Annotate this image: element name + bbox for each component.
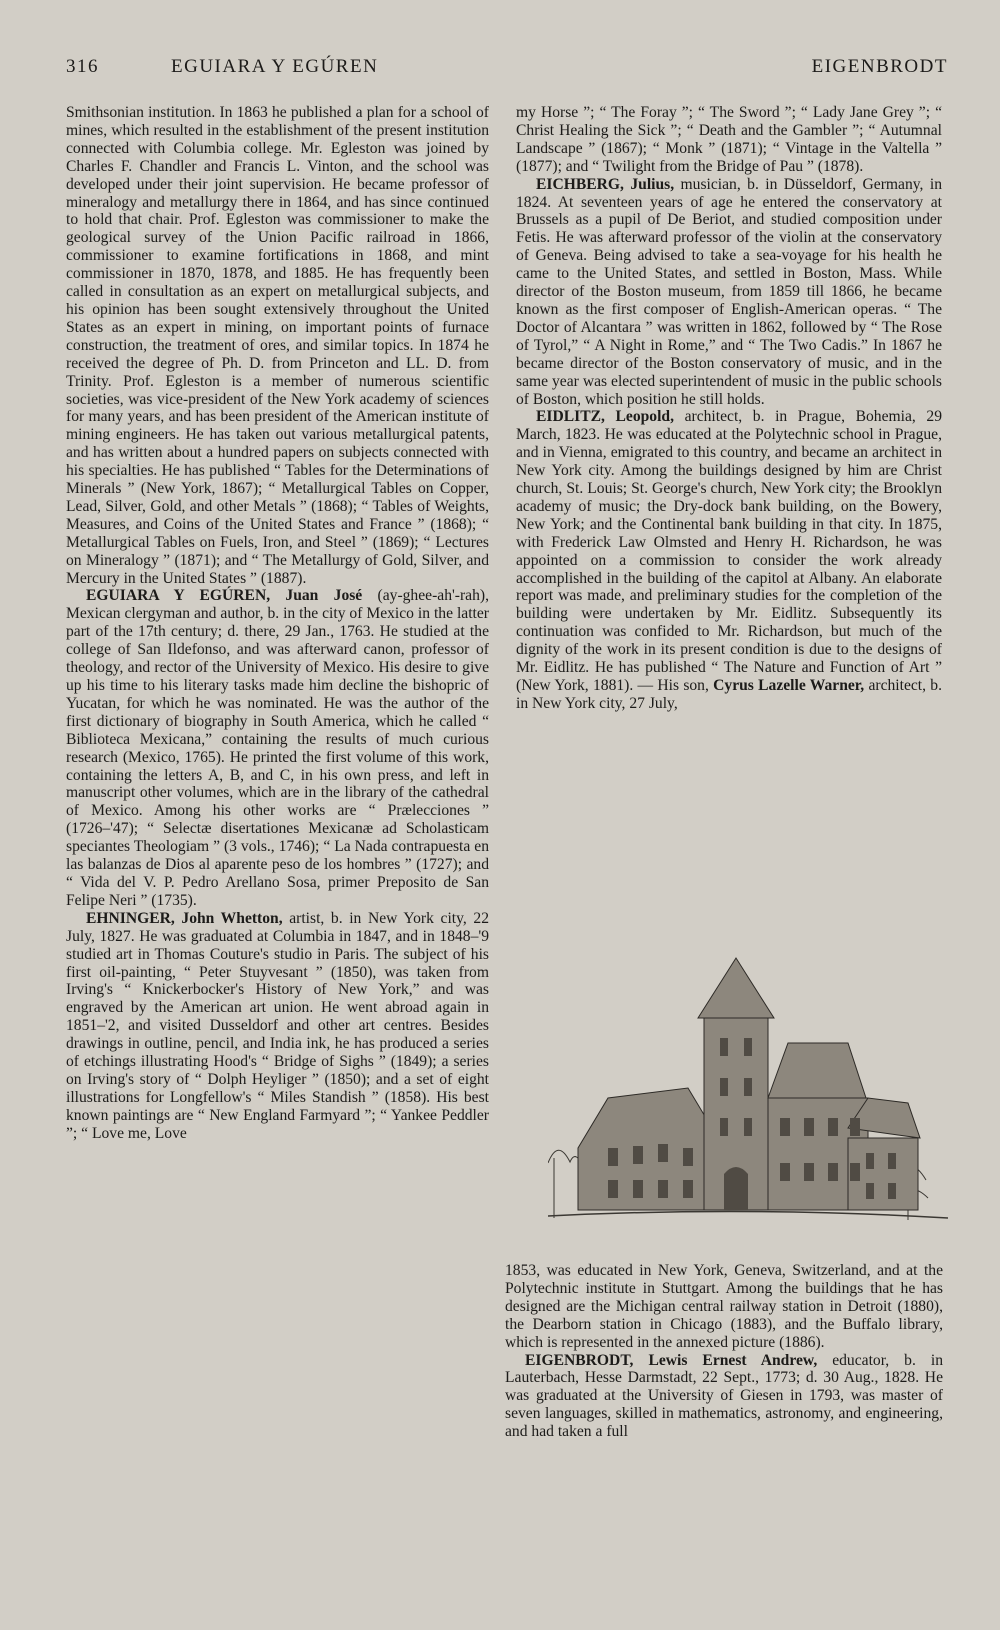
running-header: [66, 56, 948, 82]
entry-text: educator, b. in Lauterbach, Hesse Darmstadt, 22 Sept., 1773; d. 30 Aug., 1828. He was graduated at the University of Giesen in 1793, was master of seven languages, skilled in mathematics, astronomy, and engineering, and had taken a full: [505, 1351, 943, 1441]
entry-subname: Cyrus Lazelle Warner,: [713, 677, 865, 694]
right-column-bottom: [505, 1262, 943, 1441]
entry-name: EIDLITZ, Leopold,: [536, 408, 674, 426]
entry-egleston-cont: Smithsonian institution. In 1863 he published a plan for a school of mines, which resulted in the establishment of the present institution connected with Columbia college. Mr. Egleston was joined by Charles F. Chandler and Francis L. Vinton, and the school was developed under their joint supervision. He became professor of mineralogy and metallurgy there in 1864, and has since continued to hold that chair. Prof. Egleston was commissioner to make the geological survey of the Union Pacific railroad in 1866, commissioner to examine fortifications in 1868, and mint commissioner in 1870, 1878, and 1885. He has frequently been called in consultation as an expert on metallurgical subjects, and his opinion has been sought extensively throughout the United States as an expert in mining, on important points of furnace construction, the treatment of ores, and similar topics. In 1874 he received the degree of Ph. D. from Princeton and LL. D. from Trinity. Prof. Egleston is a member of numerous scientific societies, was vice-president of the New York academy of sciences for many years, and has been president of the American institute of mining engineers. He has taken out various metallurgical patents, and has written about a hundred papers on subjects connected with his specialties. He has published “ Tables for the Determinations of Minerals ” (New York, 1867); “ Metallurgical Tables on Copper, Lead, Silver, Gold, and other Metals ” (1868); “ Tables of Weights, Measures, and Coins of the United States and France ” (1868); “ Metallurgical Tables on Fuels, Iron, and Steel ” (1869); “ Lectures on Mineralogy ” (1871); and “ The Metallurgy of Gold, Silver, and Mercury in the United States ” (1887).: [66, 104, 489, 587]
entry-text: artist, b. in New York city, 22 July, 1827. He was graduated at Columbia in 1847, and in 1848–'9 studied art in Thomas Couture's studio in Paris. The subject of his first oil-painting, “ Peter Stuyvesant ” (1850), was taken from Irving's “ Knickerbocker's History of New York,” and was engraved by the American art union. He went abroad again in 1851–'2, and visited Dusseldorf and other art centres. Besides drawings in outline, pencil, and India ink, he has produced a series of etchings illustrating Hood's “ Bridge of Sighs ” (1849); a series on Irving's story of “ Dolph Heyliger ” (1850); and a set of eight illustrations for Longfellow's “ Miles Standish ” (1858). His best known paintings are “ New England Farmyard ”; “ Yankee Peddler ”; “ Love me, Love: [66, 909, 489, 1142]
entry-name: EGUIARA Y EGÚREN, Juan José: [86, 587, 363, 605]
entry-text: architect, b. in New York city, 27 July,: [516, 677, 943, 712]
entry-name: EICHBERG, Julius,: [536, 175, 675, 193]
left-column: [66, 104, 489, 1143]
building-engraving-icon: [548, 948, 948, 1248]
entry-name: EIGENBRODT, Lewis Ernest Andrew,: [525, 1351, 818, 1369]
page-number: 316: [66, 56, 99, 77]
header-left-title: EGUIARA Y EGÚREN: [171, 56, 379, 77]
entry-text: (ay-ghee-ah'-rah), Mexican clergyman and author, b. in the city of Mexico in the latter part of the 17th century; d. there, 29 Jan., 1763. He studied at the college of San Ildefonso, and was afterward canon, professor of theology, and rector of the University of Mexico. His desire to give up his time to his literary tasks made him decline the bishopric of Yucatan, for which he was nominated. He was the author of the first dictionary of biography in South America, which he called “ Biblioteca Mexicana,” containing the results of much curious research (Mexico, 1765). He printed the first volume of this work, containing the letters A, B, and C, in his own press, and left in manuscript other volumes, which are in the library of the cathedral of Mexico. Among his other works are “ Prælecciones ” (1726–'47); “ Selectæ disertationes Mexicanæ ad Scholasticam speciantes Theologiam ” (3 vols., 1746); “ La Nada contrapuesta en las balanzas de Dios al aparente peso de los hombres ” (1727); and “ Vida del V. P. Pedro Arellano Sosa, primer Preposito de San Felipe Neri ” (1735).: [66, 587, 489, 909]
header-right-title: EIGENBRODT: [811, 56, 948, 77]
entry-eidlitz-cyrus-cont: 1853, was educated in New York, Geneva, Switzerland, and at the Polytechnic institute in Stuttgart. Among the buildings that he has designed are the Michigan central railway station in Detroit (1880), the Dearborn station in Chicago (1883), and the Buffalo library, which is represented in the annexed picture (1886).: [505, 1262, 943, 1351]
entry-eidlitz: [516, 408, 942, 712]
entry-ehninger: [66, 910, 489, 1143]
entry-ehninger-cont: my Horse ”; “ The Foray ”; “ The Sword ”; “ Lady Jane Grey ”; “ Christ Healing the Sick ”; “ Death and the Gambler ”; “ Autumnal Landscape ” (1867); “ Monk ” (1871); “ Vintage in the Valtella ” (1877); and “ Twilight from the Bridge of Pau ” (1878).: [516, 104, 942, 175]
entry-name: EHNINGER, John Whetton,: [86, 909, 283, 927]
right-column-top: [516, 104, 942, 713]
entry-text: musician, b. in Düsseldorf, Germany, in 1824. At seventeen years of age he entered the conservatory at Brussels as a pupil of De Beriot, and studied composition under Fetis. He was afterward professor of the violin at the conservatory of Geneva. Being advised to take a sea-voyage for his health he came to the United States, and settled in Boston, Mass. While director of the Boston museum, from 1859 till 1866, he became known as the first composer of English-American operas. “ The Doctor of Alcantara ” was written in 1862, followed by “ The Rose of Tyrol,” “ A Night in Rome,” and “ The Two Cadis.” In 1867 he became director of the Boston conservatory of music, and in the same year was elected superintendent of music in the public schools of Boston, which position he still holds.: [516, 175, 942, 408]
entry-eigenbrodt: [505, 1352, 943, 1442]
entry-text: architect, b. in Prague, Bohemia, 29 March, 1823. He was educated at the Polytechnic school in Prague, and in Vienna, emigrated to this country, and became an architect in New York city. Among the buildings designed by him are Christ church, St. Louis; St. George's church, New York city; the Brooklyn academy of music; the Dry-dock bank building, on the Bowery, New York; and the Continental bank building in that city. In 1875, with Frederick Law Olmsted and Henry H. Richardson, he was appointed on a commission to consider the work already accomplished in the building of the capitol at Albany. An elaborate report was made, and preliminary studies for the completion of the building were undertaken by Mr. Eidlitz. Subsequently its continuation was confided to Mr. Richardson, but much of the dignity of the work in its present condition is due to the designs of Mr. Eidlitz. He has published “ The Nature and Function of Art ” (New York, 1881). — His son,: [516, 408, 942, 694]
entry-eichberg: [516, 176, 942, 409]
entry-eguiara: [66, 587, 489, 909]
